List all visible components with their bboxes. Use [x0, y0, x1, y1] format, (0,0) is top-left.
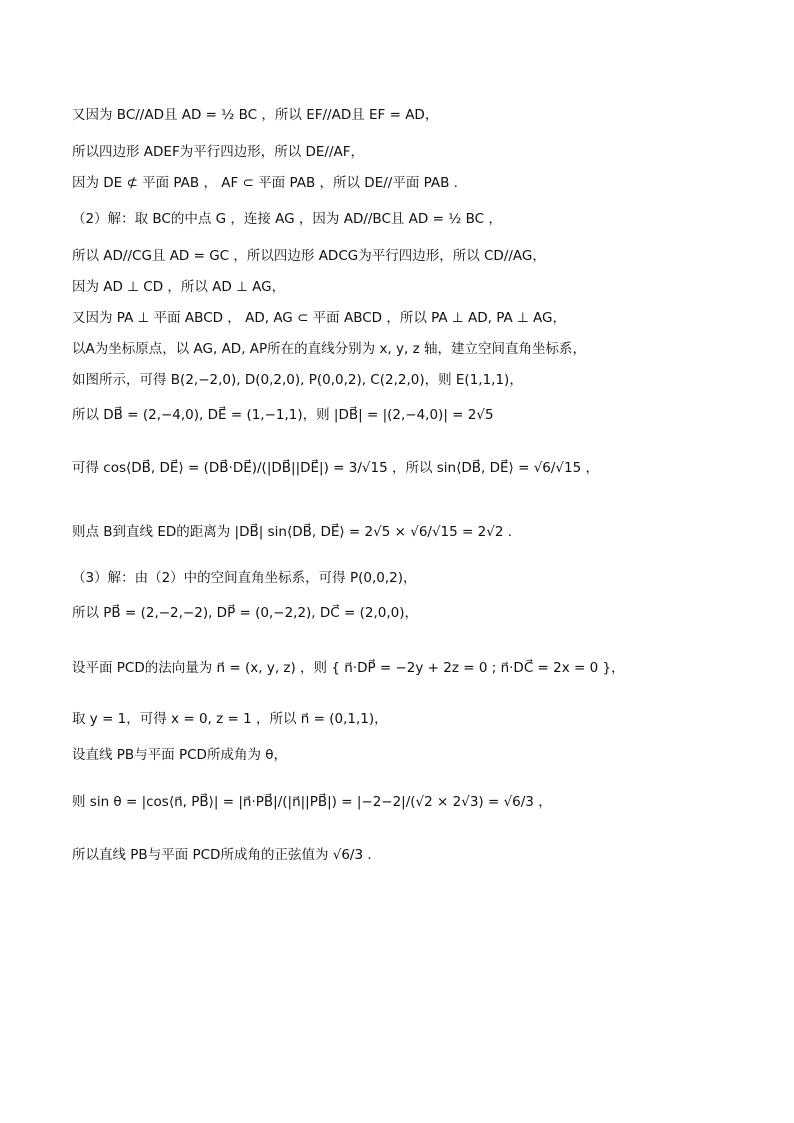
- text-line-19: 所以直线 PB与平面 PCD所成角的正弦值为 √6/3 .: [72, 847, 372, 863]
- text-line-3: 因为 DE ⊄ 平面 PAB ， AF ⊂ 平面 PAB ，所以 DE//平面 PAB .: [72, 175, 458, 191]
- text-line-10: 所以 DB⃗ = (2,−4,0), DE⃗ = (1,−1,1)，则 |DB⃗| = |(2,−4,0)| = 2√5: [72, 407, 494, 423]
- text-line-4: （2）解：取 BC的中点 G ，连接 AG ，因为 AD//BC且 AD = ½ BC ，: [72, 211, 502, 227]
- text-line-6: 因为 AD ⊥ CD ，所以 AD ⊥ AG，: [72, 279, 286, 295]
- text-line-18: 则 sin θ = |cos⟨n⃗, PB⃗⟩| = |n⃗·PB⃗|/(|n⃗||PB⃗|) = |−2−2|/(√2 × 2√3) = √6/3 ，: [72, 794, 552, 810]
- text-line-15: 设平面 PCD的法向量为 n⃗ = (x, y, z) ，则 { n⃗·DP⃗ = −2y + 2z = 0 ; n⃗·DC⃗ = 2x = 0 }，: [72, 660, 625, 676]
- text-line-12: 则点 B到直线 ED的距离为 |DB⃗| sin⟨DB⃗, DE⃗⟩ = 2√5 × √6/√15 = 2√2 .: [72, 524, 512, 540]
- text-line-14: 所以 PB⃗ = (2,−2,−2), DP⃗ = (0,−2,2), DC⃗ = (2,0,0)，: [72, 605, 418, 621]
- text-line-17: 设直线 PB与平面 PCD所成角为 θ，: [72, 747, 287, 763]
- text-line-2: 所以四边形 ADEF为平行四边形，所以 DE//AF，: [72, 144, 365, 160]
- text-line-13: （3）解：由（2）中的空间直角坐标系，可得 P(0,0,2)，: [72, 570, 417, 586]
- text-line-16: 取 y = 1，可得 x = 0, z = 1 ，所以 n⃗ = (0,1,1)，: [72, 711, 388, 727]
- text-line-1: 又因为 BC//AD且 AD = ½ BC ，所以 EF//AD且 EF = AD，: [72, 107, 439, 123]
- text-line-8: 以A为坐标原点，以 AG, AD, AP所在的直线分别为 x, y, z 轴，建立空间直角坐标系，: [72, 341, 586, 357]
- text-line-11: 可得 cos⟨DB⃗, DE⃗⟩ = (DB⃗·DE⃗)/(|DB⃗||DE⃗|) = 3/√15 ，所以 sin⟨DB⃗, DE⃗⟩ = √6/√15 ，: [72, 460, 600, 476]
- text-line-9: 如图所示，可得 B(2,−2,0), D(0,2,0), P(0,0,2), C(2,2,0)，则 E(1,1,1)，: [72, 372, 523, 388]
- text-line-7: 又因为 PA ⊥ 平面 ABCD ， AD, AG ⊂ 平面 ABCD ，所以 PA ⊥ AD, PA ⊥ AG，: [72, 310, 567, 326]
- text-line-5: 所以 AD//CG且 AD = GC ，所以四边形 ADCG为平行四边形，所以 CD//AG，: [72, 248, 546, 264]
